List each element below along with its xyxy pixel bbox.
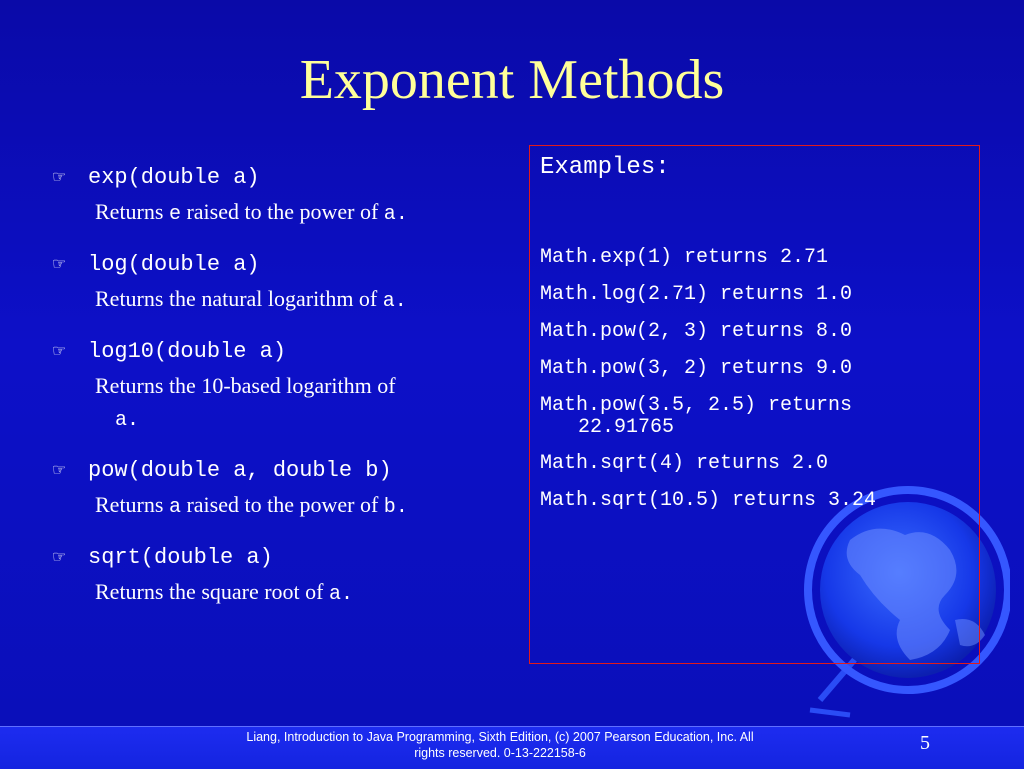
pointing-hand-icon: ☞ <box>52 256 67 273</box>
examples-list <box>540 239 970 519</box>
list-item <box>52 158 522 231</box>
pointing-hand-icon: ☞ <box>52 343 67 360</box>
example-line-continuation: 22.91765 <box>578 416 675 439</box>
example-line: Math.sqrt(10.5) returns 3.24 <box>540 489 877 512</box>
example-line: Math.log(2.71) returns 1.0 <box>540 283 853 306</box>
list-item <box>52 245 522 318</box>
pointing-hand-icon: ☞ <box>52 549 67 566</box>
method-signature: sqrt(double a) <box>88 544 273 570</box>
method-description: Returns the 10-based logarithm of a. <box>95 373 396 432</box>
list-item <box>52 332 522 437</box>
example-line: Math.pow(3.5, 2.5) returns <box>540 394 853 417</box>
pointing-hand-icon: ☞ <box>52 462 67 479</box>
method-description: Returns the square root of a. <box>95 579 354 606</box>
page-number: 5 <box>920 732 930 754</box>
method-signature: log(double a) <box>88 251 260 277</box>
method-list <box>52 158 522 625</box>
slide-title: Exponent Methods <box>299 49 725 111</box>
method-signature: pow(double a, double b) <box>88 457 392 483</box>
method-signature: exp(double a) <box>88 164 260 190</box>
pointing-hand-icon: ☞ <box>52 169 67 186</box>
method-signature: log10(double a) <box>88 338 287 364</box>
example-line: Math.exp(1) returns 2.71 <box>540 246 829 269</box>
method-description: Returns e raised to the power of a. <box>95 199 408 226</box>
examples-heading: Examples: <box>540 154 670 181</box>
example-line: Math.pow(2, 3) returns 8.0 <box>540 320 853 343</box>
examples-box <box>529 145 980 664</box>
footer-copyright: Liang, Introduction to Java Programming, Sixth Edition, (c) 2007 Pearson Education, Inc. All rights reserved. 0-13-222158-6 <box>246 730 754 760</box>
method-description: Returns the natural logarithm of a. <box>95 286 407 313</box>
example-line: Math.pow(3, 2) returns 9.0 <box>540 357 853 380</box>
example-line: Math.sqrt(4) returns 2.0 <box>540 452 829 475</box>
list-item <box>52 451 522 524</box>
method-description: Returns a raised to the power of b. <box>95 492 408 519</box>
list-item <box>52 538 522 611</box>
